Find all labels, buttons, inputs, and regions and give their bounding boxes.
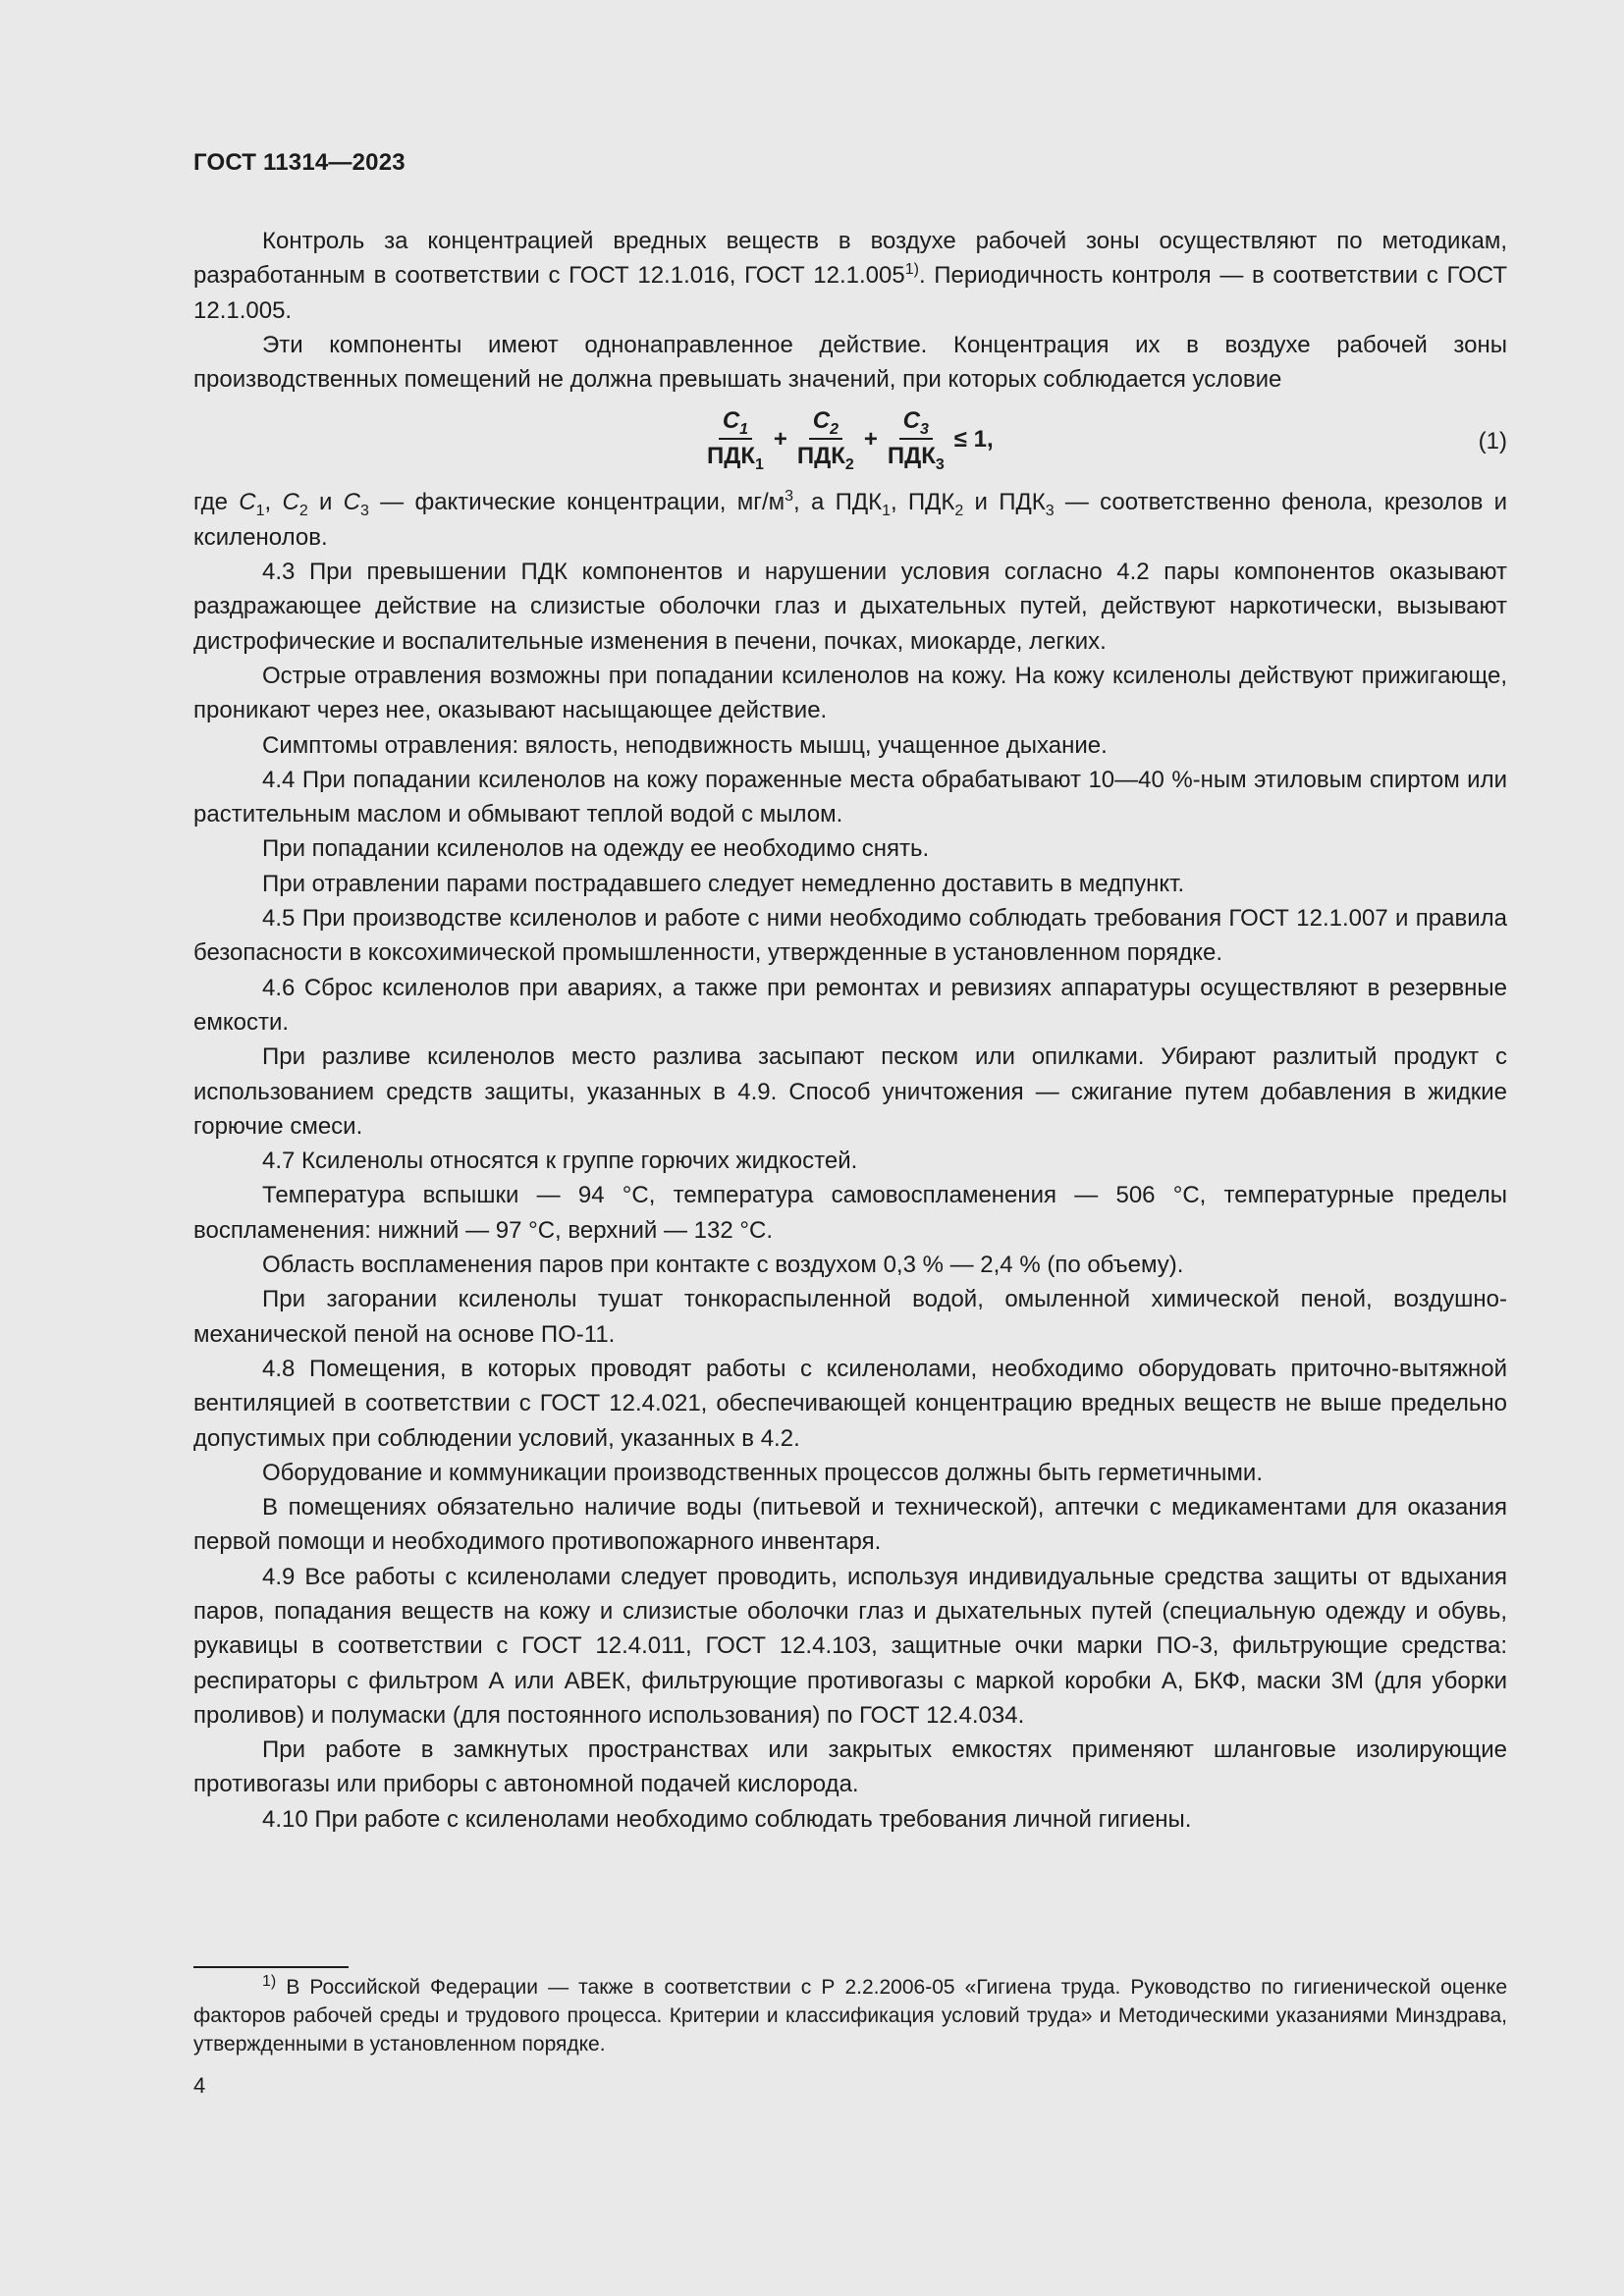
- paragraph: Температура вспышки — 94 °C, температура самовоспламенения — 506 °C, температурные пределы воспламенения: нижний — 97 °C, верхний — 132 °C.: [193, 1182, 1507, 1244]
- footnote-ref: 1): [904, 261, 919, 279]
- paragraph-components: Эти компоненты имеют однонаправленное действие. Концентрация их в воздухе рабочей зоны производственных помещений не должна превышать значений, при которых соблюдается условие: [193, 331, 1507, 394]
- paragraph-4-6: 4.6 Сброс ксиленолов при авариях, а также при ремонтах и ревизиях аппаратуры осуществляют в резервные емкости.: [193, 974, 1507, 1036]
- paragraph: При загорании ксиленолы тушат тонкораспыленной водой, омыленной химической пеной, воздушно-механической пеной на основе ПО-11.: [193, 1286, 1507, 1348]
- footnote-mark: 1): [262, 1973, 277, 1990]
- paragraph: Область воспламенения паров при контакте с воздухом 0,3 % — 2,4 % (по объему).: [262, 1252, 1184, 1279]
- fraction-3: $\frac{C_3}{ПДК_3}$: [887, 407, 945, 474]
- fraction-2: $\frac{C_2}{ПДК_2}$: [796, 407, 854, 474]
- paragraph-control: Контроль за концентрацией вредных веществ в воздухе рабочей зоны осуществляют по методикам, разработанным в соответствии с ГОСТ 12.1.016, ГОСТ 12.1.005$^{1)}$. Периодичность контроля — в соответствии с ГОСТ 12.1.005.: [193, 228, 1508, 324]
- formula-block: [193, 406, 1507, 481]
- paragraph: При отравлении парами пострадавшего следует немедленно доставить в медпункт.: [262, 870, 1185, 897]
- paragraph-4-3: 4.3 При превышении ПДК компонентов и нарушении условия согласно 4.2 пары компонентов оказывают раздражающее действие на слизистые оболочки глаз и дыхательных путей, действуют наркотически, вызывают дистрофические и воспалительные изменения в печени, почках, миокарде, легких.: [193, 559, 1507, 655]
- paragraph: При работе в замкнутых пространствах или закрытых емкостях применяют шланговые изолирующие противогазы или приборы с автономной подачей кислорода.: [193, 1736, 1507, 1798]
- footnote: $^{1)}$ В Российской Федерации — также в соответствии с Р 2.2.2006-05 «Гигиена труда. Руководство по гигиенической оценке факторов рабочей среды и трудового процесса. Критерии и классификация условий труда» и Методическими указаниями Минздрава, утвержденными в установленном порядке.: [193, 1973, 1507, 2056]
- formula-1: $\frac{C_1}{ПДК_1}$ + $\frac{C_2}{ПДК_2}$ + $\frac{C_3}{ПДК_3}$ ≤ 1,: [699, 406, 996, 471]
- paragraph-4-5: 4.5 При производстве ксиленолов и работе с ними необходимо соблюдать требования ГОСТ 12.1.007 и правила безопасности в коксохимической промышленности, утвержденные в установленном порядке.: [193, 905, 1507, 967]
- paragraph: Оборудование и коммуникации производственных процессов должны быть герметичными.: [262, 1459, 1263, 1486]
- document-body: [193, 224, 1507, 1837]
- paragraph: Симптомы отравления: вялость, неподвижность мышц, учащенное дыхание.: [262, 731, 1108, 759]
- page-number: 4: [193, 2073, 206, 2098]
- paragraph-where: где $C_1$, $C_2$ и $C_3$ — фактические концентрации, $мг/м^3$, а $ПДК_1$, $ПДК_2$ и $ПДК_3$ — соответственно фенола, крезолов и ксиленолов.: [193, 488, 1507, 551]
- paragraph-4-7: 4.7 Ксиленолы относятся к группе горючих жидкостей.: [262, 1148, 858, 1175]
- paragraph-4-10: 4.10 При работе с ксиленолами необходимо соблюдать требования личной гигиены.: [262, 1805, 1192, 1833]
- paragraph-4-8: 4.8 Помещения, в которых проводят работы с ксиленолами, необходимо оборудовать приточно-вытяжной вентиляцией в соответствии с ГОСТ 12.4.021, обеспечивающей концентрацию вредных веществ не выше предельно допустимых при соблюдении условий, указанных в 4.2.: [193, 1355, 1507, 1452]
- paragraph-4-9: 4.9 Все работы с ксиленолами следует проводить, используя индивидуальные средства защиты от вдыхания паров, попадания веществ на кожу и слизистые оболочки глаз и дыхательных путей (специальную одежду и обувь, рукавицы в соответствии с ГОСТ 12.4.011, ГОСТ 12.4.103, защитные очки марки ПО-3, фильтрующие средства: респираторы с фильтром А или АВЕК, фильтрующие противогазы с маркой коробки А, БКФ, маски 3М (для уборки проливов) и полумаски (для постоянного использования) по ГОСТ 12.4.034.: [193, 1563, 1507, 1729]
- paragraph-4-4: 4.4 При попадании ксиленолов на кожу пораженные места обрабатывают 10—40 %-ным этиловым спиртом или растительным маслом и обмывают теплой водой с мылом.: [193, 766, 1507, 828]
- paragraph: В помещениях обязательно наличие воды (питьевой и технической), аптечки с медикаментами для оказания первой помощи и необходимого противопожарного инвентаря.: [193, 1494, 1507, 1556]
- fraction-1: $\frac{C_1}{ПДК_1}$: [707, 407, 764, 474]
- paragraph: При разливе ксиленолов место разлива засыпают песком или опилками. Убирают разлитый продукт с использованием средств защиты, указанных в 4.9. Способ уничтожения — сжигание путем добавления в жидкие горючие смеси.: [193, 1043, 1507, 1140]
- document-header: ГОСТ 11314—2023: [193, 149, 406, 176]
- paragraph: Острые отравления возможны при попадании ксиленолов на кожу. На кожу ксиленолы действуют прижигающе, проникают через нее, оказывают насыщающее действие.: [193, 662, 1507, 724]
- footnote-divider: [193, 1966, 349, 1968]
- paragraph: При попадании ксиленолов на одежду ее необходимо снять.: [262, 835, 930, 863]
- equation-number: (1): [1478, 428, 1507, 455]
